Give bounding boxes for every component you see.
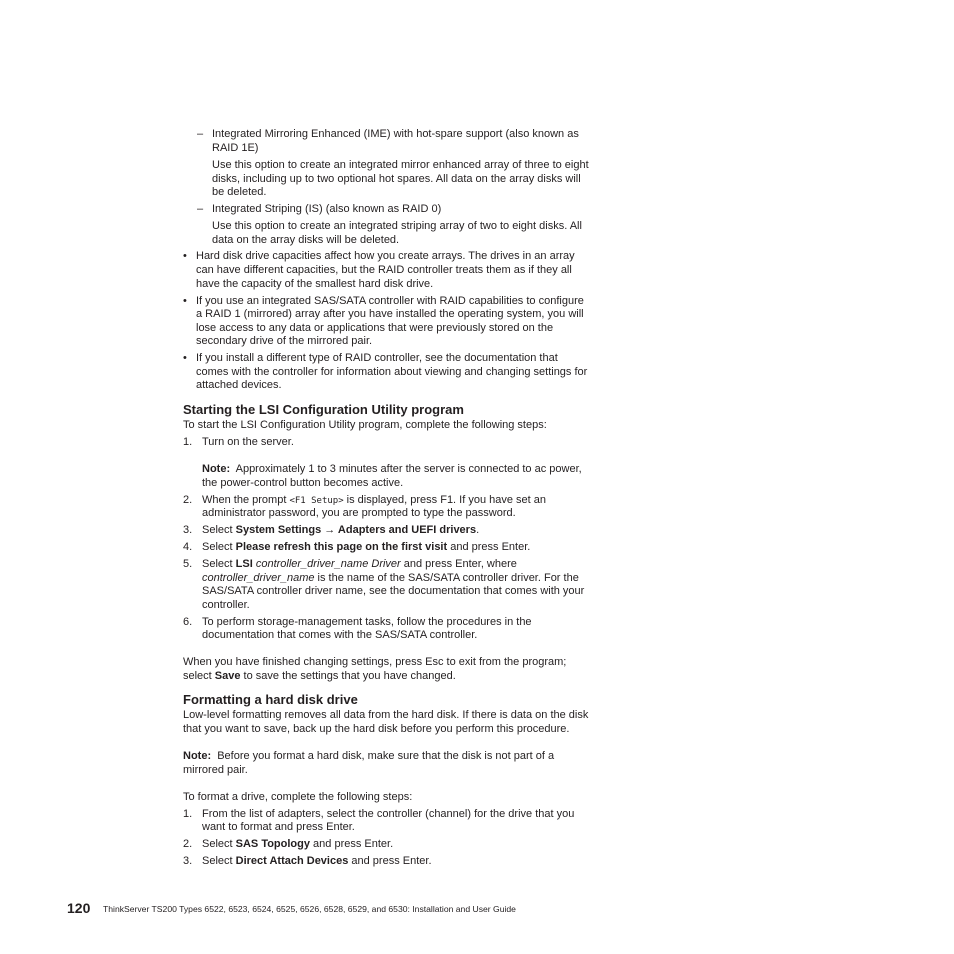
dash-marker: – [197, 128, 204, 140]
text-run: and press Enter. [310, 838, 394, 850]
text-line [202, 616, 532, 629]
text-line [196, 379, 282, 392]
text-run: administrator password, you are prompted to type the password. [202, 507, 516, 519]
text-line [202, 494, 546, 508]
text-line [196, 295, 584, 308]
text-run: lose access to any data or applications that were previously stored on the [196, 322, 554, 334]
text-run: comes with the controller for information about viewing and changing settings for [196, 366, 588, 378]
text-line [202, 524, 479, 537]
text-line [202, 838, 393, 851]
text-run: select [183, 670, 215, 682]
text-line [212, 128, 579, 141]
text-run: Starting the LSI Configuration Utility program [183, 402, 464, 417]
text-line [196, 352, 558, 365]
step-number: 1. [183, 808, 193, 820]
section-heading [183, 403, 464, 416]
text-run: To perform storage-management tasks, follow the procedures in the [202, 616, 532, 628]
text-run: Turn on the server. [202, 436, 294, 448]
text-line [196, 308, 584, 321]
text-line [196, 278, 433, 291]
text-run: When the prompt [202, 494, 290, 506]
text-line [183, 670, 456, 683]
text-run: From the list of adapters, select the controller (channel) for the drive that you [202, 808, 575, 820]
text-line [196, 366, 587, 379]
bold-text: Note: [202, 463, 231, 475]
text-line [202, 558, 517, 571]
text-line [196, 250, 575, 263]
text-run: Select [202, 558, 236, 570]
step-number: 5. [183, 558, 193, 570]
text-run: When you have finished changing settings, press Esc to exit from the program; [183, 656, 567, 668]
text-line [202, 507, 516, 520]
text-line [196, 322, 553, 335]
text-line [202, 477, 403, 490]
bold-text: SAS Topology [235, 838, 310, 850]
text-run: can have different capacities, but the RAID controller treats them as if they all [196, 264, 572, 276]
text-line [212, 159, 589, 172]
text-run: be deleted. [212, 186, 267, 198]
bold-text: LSI [235, 558, 253, 570]
text-run: Approximately 1 to 3 minutes after the server is connected to ac power, [230, 463, 582, 475]
text-run: Integrated Striping (IS) (also known as RAID 0) [212, 203, 442, 215]
text-line [202, 572, 579, 585]
bullet-marker: • [183, 250, 187, 262]
section-heading [183, 693, 358, 706]
text-line [212, 234, 399, 247]
text-run: the power-control button becomes active. [202, 477, 404, 489]
bullet-marker: • [183, 295, 187, 307]
text-line [183, 419, 547, 432]
page-number: 120 [67, 900, 91, 916]
text-line [212, 142, 258, 155]
text-run: Select [202, 541, 236, 553]
text-run: a RAID 1 (mirrored) array after you have installed the operating system, you will [196, 308, 584, 320]
text-run: attached devices. [196, 379, 282, 391]
text-line [202, 541, 530, 554]
text-run: To format a drive, complete the following steps: [183, 791, 413, 803]
step-number: 1. [183, 436, 193, 448]
text-run: Before you format a hard disk, make sure that the disk is not part of a [211, 750, 555, 762]
text-run: secondary drive of the mirrored pair. [196, 335, 373, 347]
text-line [183, 764, 248, 777]
text-line [196, 264, 572, 277]
text-run: To start the LSI Configuration Utility program, complete the following steps: [183, 419, 547, 431]
text-line [212, 173, 581, 186]
text-line [212, 220, 582, 233]
text-run: is displayed, press F1. If you have set an [343, 494, 547, 506]
text-run: is the name of the SAS/SATA controller driver. For the [314, 572, 579, 584]
text-line [183, 656, 566, 669]
bold-text: Note: [183, 750, 212, 762]
bold-text: System Settings → Adapters and UEFI drivers [235, 524, 477, 536]
italic-text: controller_driver_name Driver [255, 558, 401, 570]
code-text: <F1 Setup> [289, 496, 344, 506]
text-line [202, 821, 355, 834]
text-run: disks, including up to two optional hot spares. All data on the array disks will [212, 173, 581, 185]
text-run: Select [202, 524, 236, 536]
step-number: 2. [183, 494, 193, 506]
step-number: 2. [183, 838, 193, 850]
text-line [202, 808, 574, 821]
text-run: Hard disk drive capacities affect how you create arrays. The drives in an array [196, 250, 575, 262]
text-run: Integrated Mirroring Enhanced (IME) with hot-spare support (also known as [212, 128, 579, 140]
step-number: 3. [183, 524, 193, 536]
text-line [212, 203, 441, 216]
text-run: Select [202, 838, 236, 850]
text-run: SAS/SATA controller driver name, see the documentation that comes with your [202, 585, 585, 597]
text-line [202, 463, 582, 476]
bold-text: Save [214, 670, 241, 682]
text-line [183, 791, 412, 804]
text-run: RAID 1E) [212, 142, 259, 154]
text-line [183, 723, 569, 736]
text-run: . [476, 524, 480, 536]
text-line [202, 436, 294, 449]
text-run: and press Enter. [348, 855, 432, 867]
text-run: have the capacity of the smallest hard disk drive. [196, 278, 434, 290]
step-number: 3. [183, 855, 193, 867]
text-run: Formatting a hard disk drive [183, 692, 358, 707]
text-line [202, 599, 250, 612]
text-run: that you want to save, back up the hard disk before you perform this procedure. [183, 723, 570, 735]
text-run: and press Enter, where [400, 558, 517, 570]
text-line [202, 629, 477, 642]
text-run: Select [202, 855, 236, 867]
text-line [196, 335, 372, 348]
dash-marker: – [197, 203, 204, 215]
text-run: and press Enter. [447, 541, 531, 553]
text-run: to save the settings that you have changed. [240, 670, 456, 682]
running-footer-title: ThinkServer TS200 Types 6522, 6523, 6524, 6525, 6526, 6528, 6529, and 6530: Installation and User Guide [103, 904, 516, 914]
text-run: controller. [202, 599, 250, 611]
text-run: If you use an integrated SAS/SATA controller with RAID capabilities to configure [196, 295, 584, 307]
bold-text: Please refresh this page on the first visit [235, 541, 448, 553]
bold-text: Direct Attach Devices [235, 855, 349, 867]
text-line [183, 709, 588, 722]
bullet-marker: • [183, 352, 187, 364]
text-run: Use this option to create an integrated mirror enhanced array of three to eight [212, 159, 589, 171]
text-run: want to format and press Enter. [202, 821, 355, 833]
text-run: mirrored pair. [183, 764, 248, 776]
step-number: 4. [183, 541, 193, 553]
step-number: 6. [183, 616, 193, 628]
text-line [212, 186, 266, 199]
text-run: If you install a different type of RAID controller, see the documentation that [196, 352, 558, 364]
text-run: Low-level formatting removes all data from the hard disk. If there is data on the disk [183, 709, 589, 721]
text-run: data on the array disks will be deleted. [212, 234, 400, 246]
text-run: Use this option to create an integrated striping array of two to eight disks. All [212, 220, 582, 232]
text-run: documentation that comes with the SAS/SATA controller. [202, 629, 478, 641]
text-line [183, 750, 554, 763]
text-line [202, 585, 584, 598]
italic-text: controller_driver_name [202, 572, 315, 584]
text-line [202, 855, 432, 868]
